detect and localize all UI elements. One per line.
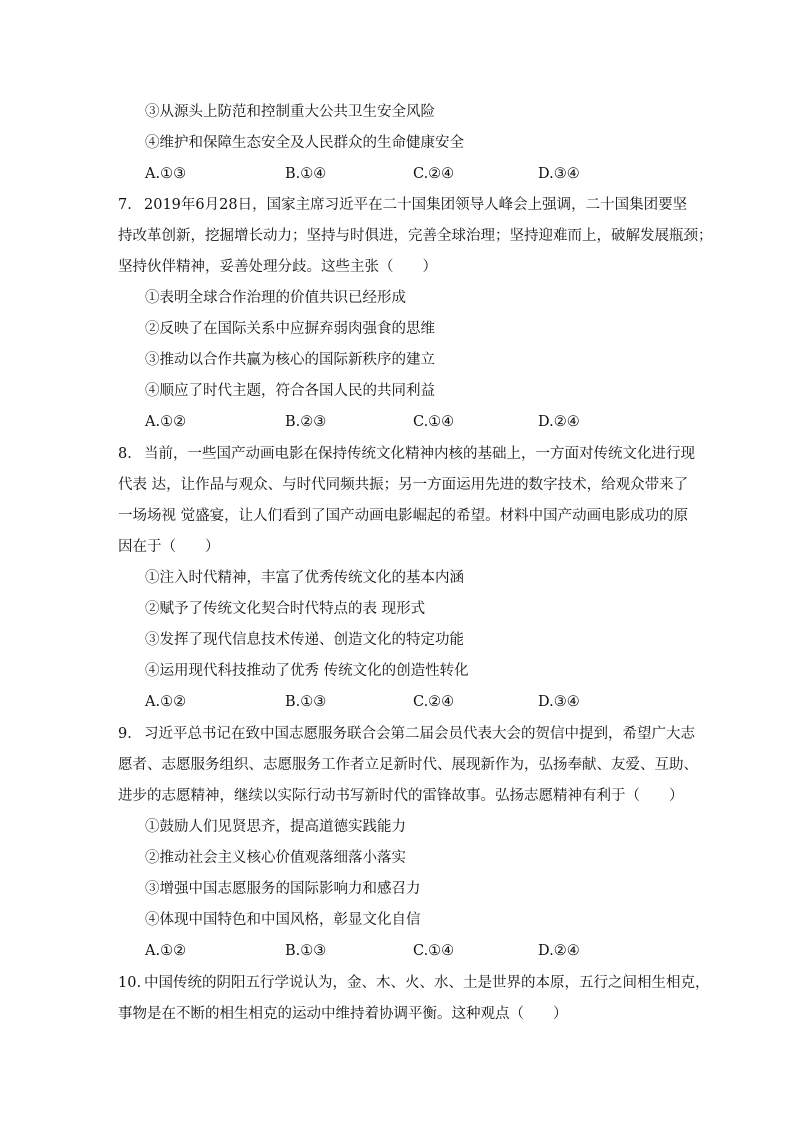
q8-choice-a: A.①② — [145, 694, 187, 710]
q9-option-1: ①鼓励人们见贤思齐，提高道德实践能力 — [145, 819, 406, 835]
q6-choice-c: C.②④ — [413, 166, 455, 182]
q7-stem-line-1: 7. 2019年6月28日，国家主席习近平在二十国集团领导人峰会上强调，二十国集团要坚 — [118, 197, 688, 213]
q7-stem-line-2: 持改革创新，挖掘增长动力；坚持与时俱进，完善全球治理；坚持迎难而上，破解发展瓶颈； — [118, 228, 713, 244]
q8-stem-line-1: 8. 当前，一些国产动画电影在保持传统文化精神内核的基础上，一方面对传统文化进行现 — [118, 446, 695, 462]
q10-stem-line-1: 10. 中国传统的阴阳五行学说认为，金、木、火、水、土是世界的本原，五行之间相生相克， — [118, 975, 710, 991]
q7-choice-b: B.②③ — [285, 414, 327, 430]
q9-option-3: ③增强中国志愿服务的国际影响力和感召力 — [145, 881, 421, 897]
q8-option-1: ①注入时代精神，丰富了优秀传统文化的基本内涵 — [145, 570, 464, 586]
q8-option-4: ④运用现代科技推动了优秀 传统文化的创造性转化 — [145, 663, 469, 679]
q9-option-4: ④体现中国特色和中国风格，彰显文化自信 — [145, 912, 421, 928]
q7-option-4: ④顺应了时代主题，符合各国人民的共同利益 — [145, 383, 435, 399]
q9-choice-b: B.①③ — [285, 943, 327, 959]
q8-stem-line-3: 一场场视 觉盛宴，让人们看到了国产动画电影崛起的希望。材料中国产动画电影成功的原 — [118, 508, 689, 524]
q9-choice-a: A.①② — [145, 943, 187, 959]
q6-option-4: ④维护和保障生态安全及人民群众的生命健康安全 — [145, 135, 464, 151]
q8-choice-c: C.②④ — [413, 694, 455, 710]
q7-option-2: ②反映了在国际关系中应摒弃弱肉强食的思维 — [145, 321, 435, 337]
q7-number: 7. — [118, 197, 132, 213]
q9-number: 9. — [118, 726, 132, 742]
q7-option-1: ①表明全球合作治理的价值共识已经形成 — [145, 290, 406, 306]
q8-choices — [145, 692, 705, 712]
q6-choices — [145, 164, 705, 184]
q9-stem-line-1: 9. 习近平总书记在致中国志愿服务联合会第二届会员代表大会的贺信中提到，希望广大志 — [118, 726, 695, 742]
q6-choice-d: D.③④ — [538, 166, 580, 182]
q9-choices — [145, 941, 705, 961]
q9-choice-d: D.②④ — [538, 943, 580, 959]
q8-stem-line-4: 因在于（ ） — [118, 539, 220, 555]
q9-choice-c: C.①④ — [413, 943, 455, 959]
q8-choice-b: B.①③ — [285, 694, 327, 710]
q10-stem-line-2: 事物是在不断的相生相克的运动中维持着协调平衡。这种观点（ ） — [118, 1006, 568, 1022]
q9-stem-line-3: 进步的志愿精神，继续以实际行动书写新时代的雷锋故事。弘扬志愿精神有利于（ ） — [118, 788, 684, 804]
q8-option-3: ③发挥了现代信息技术传递、创造文化的特定功能 — [145, 632, 464, 648]
q9-stem-line-2: 愿者、志愿服务组织、志愿服务工作者立足新时代、展现新作为，弘扬奉献、友爱、互助、 — [118, 757, 698, 773]
q8-option-2: ②赋予了传统文化契合时代特点的表 现形式 — [145, 601, 426, 617]
q8-stem-line-2: 代表 达，让作品与观众、与时代同频共振；另一方面运用先进的数字技术，给观众带来了 — [118, 477, 689, 493]
q8-choice-d: D.③④ — [538, 694, 580, 710]
q6-choice-a: A.①③ — [145, 166, 187, 182]
q9-option-2: ②推动社会主义核心价值观落细落小落实 — [145, 850, 406, 866]
q10-number: 10. — [118, 975, 142, 991]
q7-choices — [145, 412, 705, 432]
q7-choice-a: A.①② — [145, 414, 187, 430]
q8-number: 8. — [118, 446, 132, 462]
q7-choice-c: C.①④ — [413, 414, 455, 430]
q7-choice-d: D.②④ — [538, 414, 580, 430]
q6-choice-b: B.①④ — [285, 166, 327, 182]
q6-option-3: ③从源头上防范和控制重大公共卫生安全风险 — [145, 104, 435, 120]
q7-stem-line-3: 坚持伙伴精神，妥善处理分歧。这些主张（ ） — [118, 259, 437, 275]
q7-option-3: ③推动以合作共赢为核心的国际新秩序的建立 — [145, 352, 435, 368]
